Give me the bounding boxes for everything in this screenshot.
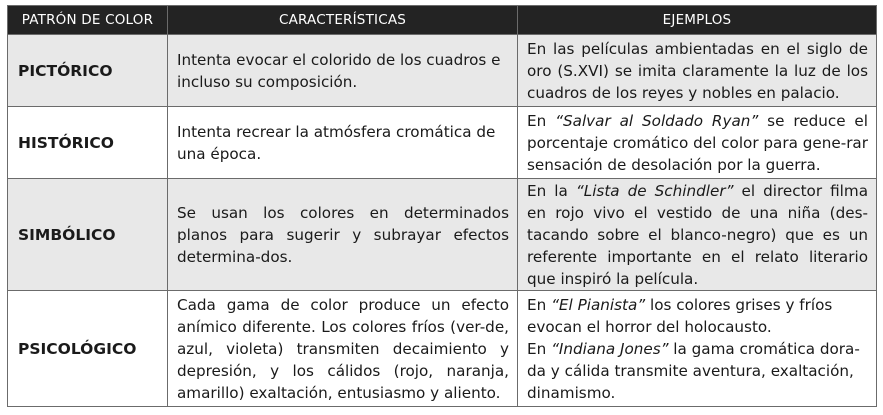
row-description: Cada gama de color produce un efecto anímico diferente. Los colores fríos (ver-de, azul, violeta) transmiten decaimiento y depresión, y los cálidos (rojo, naranja, amarillo) exaltación, entusiasmo y aliento. bbox=[168, 291, 518, 407]
row-example bbox=[518, 107, 877, 179]
film-title: “Salvar al Soldado Ryan” bbox=[555, 111, 759, 130]
row-example bbox=[518, 179, 877, 291]
table-row-pictorico bbox=[8, 35, 877, 107]
row-description: Intenta recrear la atmósfera cromática de una época. bbox=[168, 107, 518, 179]
film-title: “El Pianista” bbox=[551, 295, 646, 314]
table-row-historico bbox=[8, 107, 877, 179]
color-pattern-table-container bbox=[7, 5, 877, 407]
row-label: PICTÓRICO bbox=[8, 35, 168, 107]
row-label: PSICOLÓGICO bbox=[8, 291, 168, 407]
row-description: Se usan los colores en determinados planos para sugerir y subrayar efectos determina-dos. bbox=[168, 179, 518, 291]
film-title: “Indiana Jones” bbox=[551, 339, 669, 358]
example-text: En bbox=[527, 111, 556, 130]
row-label: HISTÓRICO bbox=[8, 107, 168, 179]
header-ejemplos: EJEMPLOS bbox=[518, 6, 877, 35]
row-example bbox=[518, 291, 877, 407]
row-example: En las películas ambientadas en el siglo de oro (S.XVI) se imita claramente la luz de los cuadros de los reyes y nobles en palacio. bbox=[518, 35, 877, 107]
header-row bbox=[8, 6, 877, 35]
example-text: la gama cromática dora-da y cálida transmite aventura, exaltación, dinamismo. bbox=[527, 339, 860, 402]
header-patron: PATRÓN DE COLOR bbox=[8, 6, 168, 35]
row-description: Intenta evocar el colorido de los cuadros e incluso su composición. bbox=[168, 35, 518, 107]
table-row-psicologico bbox=[8, 291, 877, 407]
header-caracteristicas: CARACTERÍSTICAS bbox=[168, 6, 518, 35]
example-text: se reduce el porcentaje cromático del color para gene-rar sensación de desolación por la guerra. bbox=[527, 111, 868, 174]
example-text: En la bbox=[527, 181, 576, 200]
example-paragraph-1 bbox=[527, 294, 868, 338]
example-text: En bbox=[527, 339, 552, 358]
color-pattern-table bbox=[7, 5, 877, 407]
row-label: SIMBÓLICO bbox=[8, 179, 168, 291]
example-paragraph-2 bbox=[527, 338, 868, 404]
table-row-simbolico bbox=[8, 179, 877, 291]
example-text: los colores grises y fríos evocan el horror del holocausto. bbox=[527, 295, 833, 336]
example-text: En bbox=[527, 295, 552, 314]
film-title: “Lista de Schindler” bbox=[575, 181, 734, 200]
example-text: el director filma en rojo vivo el vestido de una niña (des-tacando sobre el blanco-negro) que es un referente importante en el relato literario que inspiró la película. bbox=[527, 181, 869, 288]
